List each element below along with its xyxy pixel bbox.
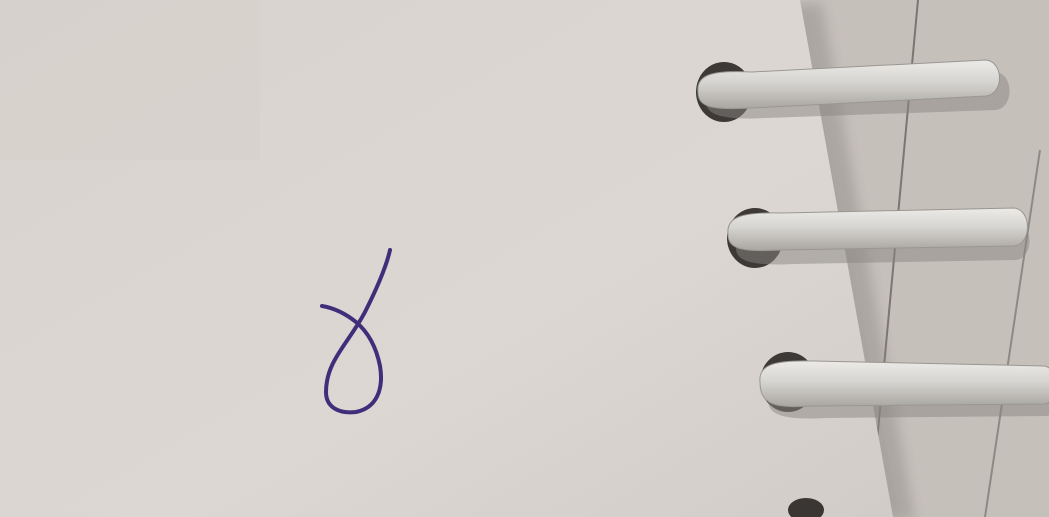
- paper-texture: [0, 0, 260, 160]
- spiral-ring-2: [727, 208, 1030, 268]
